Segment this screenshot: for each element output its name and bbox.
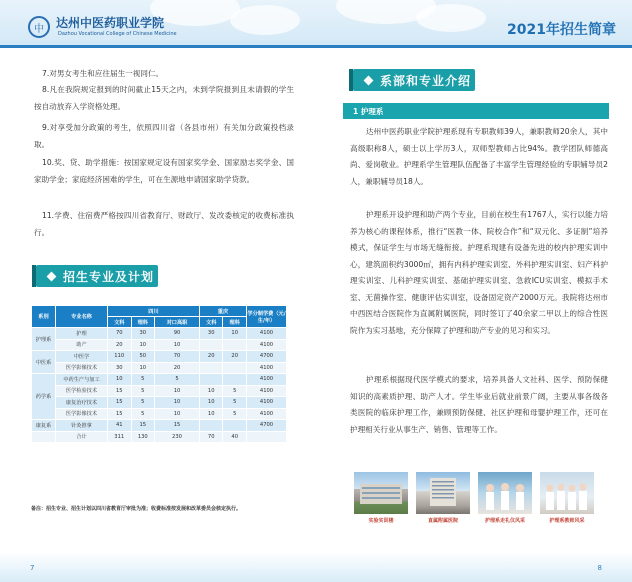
dept-cell	[32, 431, 56, 443]
right-para-1: 达州中医药职业学院护理系现有专职教师39人，兼职教师20余人，其中高级职称8人，硕士以上学历3人，双师型教师占比94%。教学团队师德高尚、爱岗敬业。护理系学生管理队伍配备了丰富学生管理经验的专职辅导员2人，兼职辅导员18人。	[350, 127, 608, 186]
brochure-title: 2021年招生简章	[507, 22, 616, 38]
quota-cell: 10	[155, 339, 200, 351]
quota-cell: 10	[199, 385, 223, 397]
quota-cell: 20	[223, 351, 247, 363]
table-row	[32, 385, 287, 397]
dept-cell: 药学系	[32, 374, 56, 420]
quota-cell	[223, 362, 247, 374]
nursing-dept-subtitle: 1 护理系	[343, 103, 609, 119]
quota-cell: 70	[108, 328, 132, 340]
left-header	[0, 0, 316, 48]
quota-cell: 20	[108, 339, 132, 351]
fee-cell: 4100	[247, 374, 287, 386]
quota-cell: 40	[223, 431, 247, 443]
col-wen2: 文科	[199, 317, 223, 328]
section-title: 系部和专业介绍	[380, 73, 472, 88]
photo-affiliated-hospital	[416, 472, 470, 514]
caption-hospital: 直属附属医院	[427, 518, 458, 524]
quota-cell: 41	[108, 420, 132, 432]
quota-cell	[223, 339, 247, 351]
school-logo: 中	[28, 16, 50, 38]
col-dept: 系别	[32, 306, 56, 328]
fee-cell: 4700	[247, 420, 287, 432]
major-cell: 合计	[56, 431, 108, 443]
quota-cell: 15	[108, 385, 132, 397]
quota-cell: 30	[131, 328, 155, 340]
plan-title-banner	[36, 265, 158, 287]
quota-cell: 10	[108, 374, 132, 386]
col-sichuan: 四川	[108, 306, 200, 317]
table-note: 备注：招生专业、招生计划以四川省教育厅审批为准；收费标准按发展和改革委员会核定执行。	[31, 506, 242, 512]
table-row	[32, 362, 287, 374]
quota-cell: 230	[155, 431, 200, 443]
major-cell: 医学影像技术	[56, 408, 108, 420]
quota-cell: 10	[199, 408, 223, 420]
fee-cell: 4100	[247, 328, 287, 340]
quota-cell	[223, 374, 247, 386]
quota-cell	[199, 362, 223, 374]
caption-etiquette: 护理系走礼仪风采	[484, 518, 525, 524]
caption-teachers: 护理系教师风采	[549, 518, 585, 524]
enrollment-plan-table	[31, 305, 287, 443]
dept-cell: 护理系	[32, 328, 56, 351]
quota-cell: 15	[108, 397, 132, 409]
quota-cell: 5	[223, 408, 247, 420]
table-row	[32, 339, 287, 351]
caption-training-building: 实验实训楼	[368, 518, 394, 524]
right-page	[316, 0, 632, 582]
quota-cell: 5	[131, 408, 155, 420]
right-footer	[316, 552, 632, 582]
fee-cell: 4100	[247, 397, 287, 409]
table-row	[32, 408, 287, 420]
left-footer	[0, 552, 316, 582]
quota-cell: 130	[131, 431, 155, 443]
table-row	[32, 374, 287, 386]
quota-cell: 70	[155, 351, 200, 363]
fee-cell: 4100	[247, 339, 287, 351]
quota-cell	[199, 420, 223, 432]
left-para-8: 8.凡在我院规定报到的时间截止15天之内，未到学院报到且未请假的学生按自动放弃入学资格处理。	[34, 85, 294, 111]
dept-cell: 康复系	[32, 420, 56, 432]
fee-cell: 4100	[247, 408, 287, 420]
quota-cell: 50	[131, 351, 155, 363]
quota-cell	[199, 374, 223, 386]
col-chongqing: 重庆	[199, 306, 246, 317]
quota-cell	[199, 339, 223, 351]
quota-cell: 10	[155, 397, 200, 409]
quota-cell: 10	[131, 339, 155, 351]
school-english-name: Dazhou Vocational College of Chinese Medicine	[58, 31, 177, 37]
quota-cell: 5	[223, 385, 247, 397]
fee-cell: 4100	[247, 385, 287, 397]
major-cell: 中药生产与加工	[56, 374, 108, 386]
section-title-banner	[353, 69, 475, 91]
quota-cell: 5	[131, 385, 155, 397]
table-row	[32, 420, 287, 432]
quota-cell: 15	[131, 420, 155, 432]
diamond-icon	[364, 75, 374, 85]
dept-cell: 中医系	[32, 351, 56, 374]
quota-cell: 10	[155, 385, 200, 397]
plan-title: 招生专业及计划	[63, 269, 155, 284]
quota-cell: 5	[131, 397, 155, 409]
major-cell: 助产	[56, 339, 108, 351]
right-para-3: 护理系根据现代医学模式的要求，培养具备人文社科、医学、预防保健知识的高素质护理、助产人才。学生毕业后就业前景广阔，主要从事各级各类医院的临床护理工作，兼顾预防保健、社区护理和母婴护理工作，还可在护理相关行业从事生产、销售、管理等工作。	[350, 375, 608, 434]
quota-cell: 311	[108, 431, 132, 443]
left-para-7: 7.对男女考生和应往届生一视同仁。	[42, 69, 164, 78]
major-cell: 医学检验技术	[56, 385, 108, 397]
photo-nursing-etiquette	[478, 472, 532, 514]
col-fee: 学分制学费（元/生/年）	[247, 306, 287, 328]
right-para-2: 护理系开设护理和助产两个专业，目前在校生有1767人，实行以能力培养为核心的课程体系，推行“医教一体、院校合作”和“双元化、多证制”培养模式，保证学生与市场无缝衔接。护理系现建有设备先进的校内护理实训中心，建筑面积约3000㎡，拥有内科护理实训室、外科护理实训室、妇产科护理实训室、儿科护理实训室、基础护理实训室、急救ICU实训室、模拟手术室、无菌操作室、健康评估实训室，设备固定资产2000万元。我院将达州市中西医结合医院作为直属附属医院，同时签订了40余家二甲以上的综合性医院作为实习基地，充分保障了护理和助产专业的见习和实习。	[350, 210, 608, 335]
left-para-9: 9.对享受加分政策的考生，依照四川省（各县市州）有关加分政策投档录取。	[34, 123, 294, 149]
fee-cell: 4100	[247, 362, 287, 374]
col-wen: 文科	[108, 317, 132, 328]
col-li: 理科	[131, 317, 155, 328]
table-row	[32, 351, 287, 363]
col-li2: 理科	[223, 317, 247, 328]
col-major: 专业名称	[56, 306, 108, 328]
fee-cell: 4700	[247, 351, 287, 363]
major-cell: 护理	[56, 328, 108, 340]
table-row	[32, 397, 287, 409]
quota-cell: 5	[223, 397, 247, 409]
quota-cell: 10	[199, 397, 223, 409]
quota-cell: 10	[223, 328, 247, 340]
quota-cell: 70	[199, 431, 223, 443]
table-row	[32, 431, 287, 443]
photo-training-building	[354, 472, 408, 514]
major-cell: 康复治疗技术	[56, 397, 108, 409]
quota-cell: 110	[108, 351, 132, 363]
quota-cell: 10	[155, 408, 200, 420]
quota-cell: 20	[199, 351, 223, 363]
table-row	[32, 328, 287, 340]
quota-cell: 30	[108, 362, 132, 374]
quota-cell: 5	[155, 374, 200, 386]
diamond-icon	[47, 271, 57, 281]
quota-cell: 5	[131, 374, 155, 386]
quota-cell: 15	[108, 408, 132, 420]
major-cell: 中医学	[56, 351, 108, 363]
left-para-11: 11.学费、住宿费严格按四川省教育厅、财政厅、发改委核定的收费标准执行。	[34, 211, 294, 237]
left-page-number: 7	[30, 564, 35, 572]
major-cell: 针灸推拿	[56, 420, 108, 432]
quota-cell	[223, 420, 247, 432]
right-header	[316, 0, 632, 48]
major-cell: 医学影像技术	[56, 362, 108, 374]
quota-cell: 15	[155, 420, 200, 432]
quota-cell: 90	[155, 328, 200, 340]
photo-nursing-teachers	[540, 472, 594, 514]
quota-cell: 10	[131, 362, 155, 374]
fee-cell	[247, 431, 287, 443]
left-para-10: 10.奖、贷、助学措施：按国家规定设有国家奖学金、国家励志奖学金、国家助学金；家庭经济困难的学生，可在生源地申请国家助学贷款。	[34, 158, 294, 184]
col-duikou: 对口高职	[155, 317, 200, 328]
school-name: 达州中医药职业学院	[56, 16, 165, 30]
quota-cell: 20	[155, 362, 200, 374]
quota-cell: 30	[199, 328, 223, 340]
right-page-number: 8	[597, 564, 602, 572]
